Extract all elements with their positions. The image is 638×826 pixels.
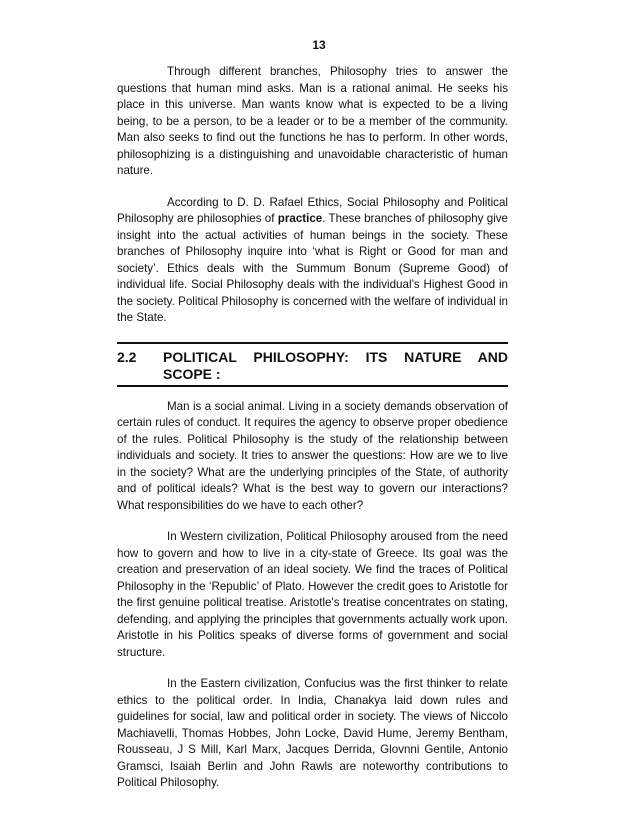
section-number: 2.2: [117, 348, 137, 365]
paragraph-western-civilization: In Western civilization, Political Philosophy aroused from the need how to govern and how to live in a city-state of Greece. Its goal was the creation and preservation of an ideal society. We find the traces of Political Philosophy in the ‘Republic’ of Plato. However the credit goes to Aristotle for the first genuine political treatise. Aristotle's treatise concentrates on stating, defending, and applying the principles that governments actually work upon. Aristotle in his Politics speaks of diverse forms of government and social structure.: [117, 530, 508, 659]
paragraph-rafael-practice: [117, 195, 508, 327]
page-content: [117, 64, 508, 807]
paragraph-social-animal: Man is a social animal. Living in a society demands observation of certain rules of conduct. It requires the agency to observe proper obedience of the rules. Political Philosophy is the study of the relationship between individuals and society. It tries to answer the questions: How are we to live in the society? What are the underlying principles of the State, of authority and of political ideals? What is the best way to govern our interactions? What responsibilities do we have to each other?: [117, 399, 508, 512]
section-title: POLITICAL PHILOSOPHY: ITS NATURE AND SCOPE :: [163, 348, 508, 382]
rafael-text-after: . These branches of philosophy give insight into the actual activities of human beings in the society. These branches of Philosophy inquire into ‘what is Right or Good for man and society’. Ethics deals with the Summum Bonum (Supreme Good) of individual life. Social Philosophy deals with the individual’s Highest Good in the society. Political Philosophy is concerned with the welfare of individual in the State.: [117, 212, 509, 324]
practice-emphasis: practice: [277, 212, 323, 225]
paragraph-eastern-civilization: In the Eastern civilization, Confucius was the first thinker to relate ethics to the political order. In India, Chanakya laid down rules and guidelines for social, law and political order in society. The views of Niccolo Machiavelli, Thomas Hobbes, John Locke, David Hume, Jeremy Bentham, Rousseau, J S Mill, Karl Marx, Jacques Derrida, Glovnni Gentile, Antonio Gramsci, Isaiah Berlin and John Rawls are noteworthy contributions to Political Philosophy.: [117, 677, 508, 789]
paragraph-philosophy-branches: Through different branches, Philosophy tries to answer the questions that human mind asks. Man is a rational animal. He seeks his place in this universe. Man wants know what is expected to be a living being, to be a person, to be a leader or to be a member of the community. Man also seeks to find out the functions he has to perform. In other words, philosophizing is a distinguishing and unavoidable characteristic of human nature.: [117, 65, 508, 177]
rafael-text-before: According to D. D. Rafael Ethics, Social Philosophy and Political Philosophy are philosophies of: [117, 195, 508, 225]
page-number: 13: [312, 38, 326, 52]
section-heading: [117, 342, 508, 387]
